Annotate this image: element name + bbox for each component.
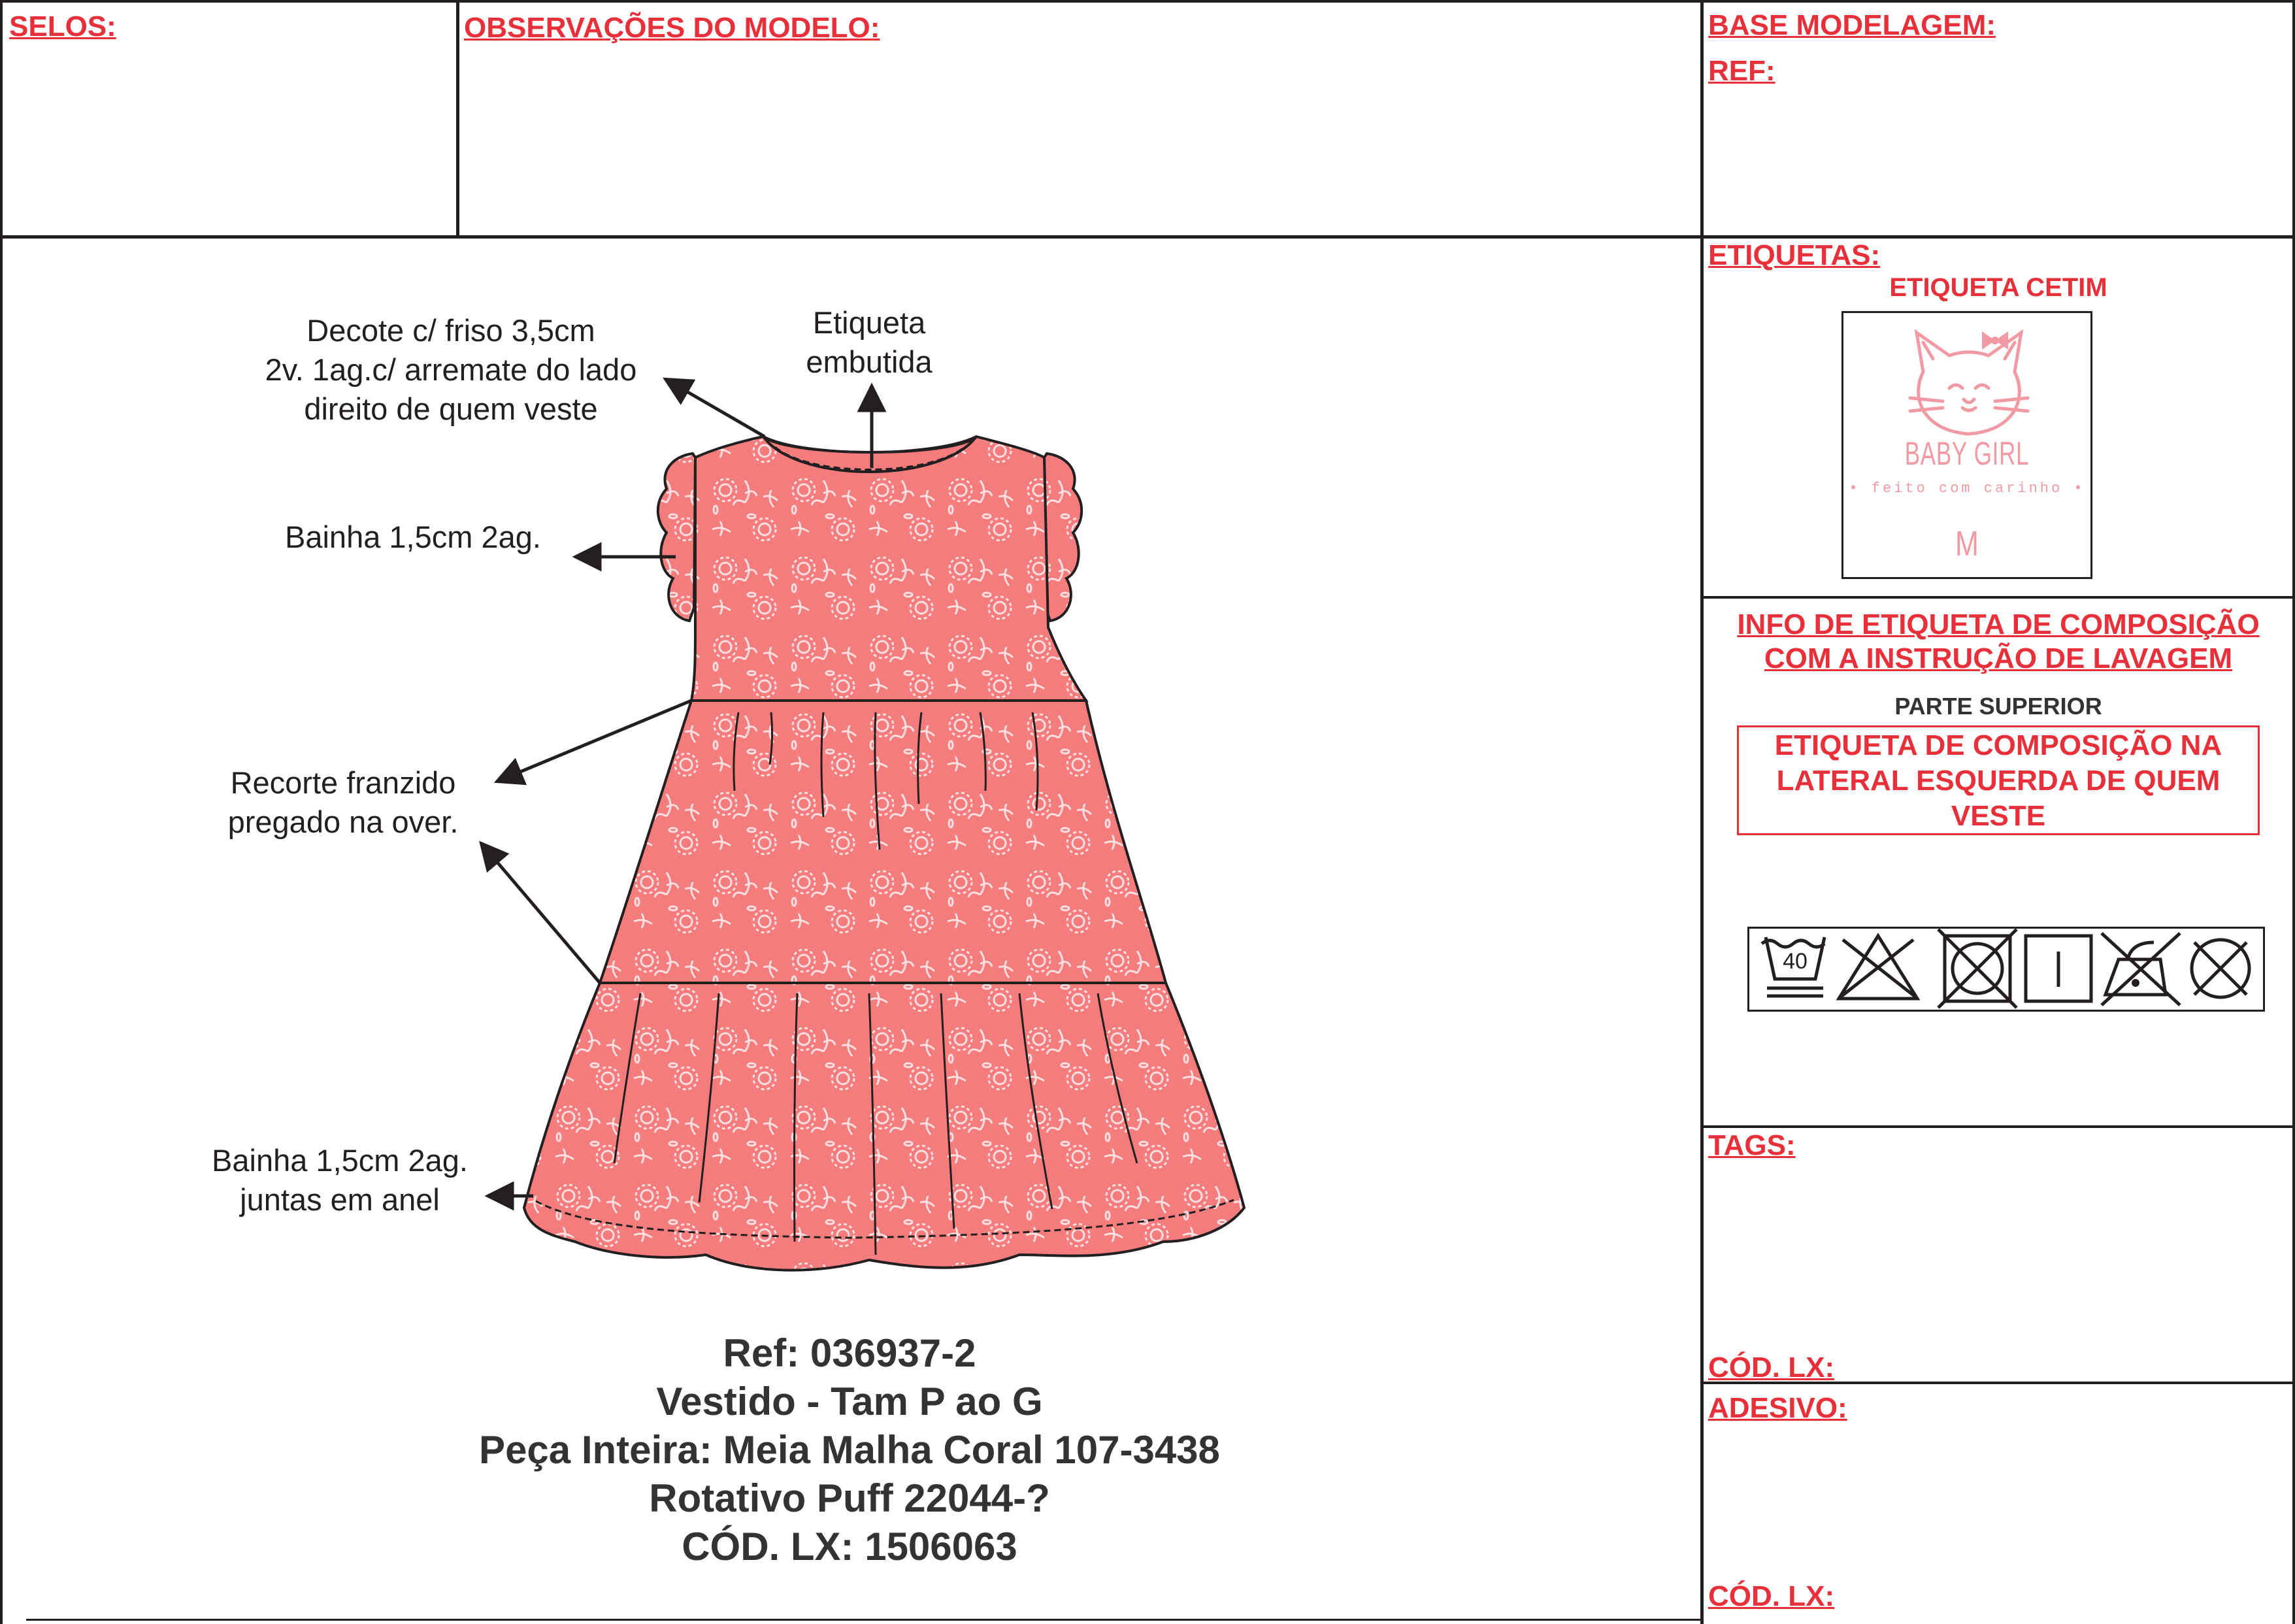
- tags-label: TAGS:: [1708, 1129, 1796, 1161]
- composition-title-line-2: COM A INSTRUÇÃO DE LAVAGEM: [1764, 642, 2233, 674]
- adesivo-cod-label: CÓD. LX:: [1708, 1580, 1835, 1612]
- right-panel-divider-line: [1700, 0, 1704, 1624]
- annotation-decote-line-2: 2v. 1ag.c/ arremate do lado: [265, 352, 637, 387]
- observacoes-label: OBSERVAÇÕES DO MODELO:: [464, 12, 880, 44]
- annotation-bainha-barra-line-1: Bainha 1,5cm 2ag.: [212, 1143, 468, 1178]
- no-dry-clean-icon: [2192, 940, 2249, 997]
- adesivo-label: ADESIVO:: [1708, 1392, 1847, 1424]
- selos-label: SELOS:: [9, 10, 116, 42]
- header-bottom-line: [0, 235, 2295, 239]
- no-tumble-dry-icon: [1938, 929, 2017, 1008]
- composition-note-line-1: ETIQUETA DE COMPOSIÇÃO NA: [1774, 729, 2222, 761]
- product-code: CÓD. LX: 1506063: [682, 1525, 1017, 1568]
- parte-superior-label: PARTE SUPERIOR: [1894, 693, 2102, 720]
- satin-label: [1841, 311, 2092, 579]
- satin-label-size: M: [1955, 524, 1979, 563]
- product-ref: Ref: 036937-2: [723, 1331, 976, 1375]
- annotation-bainha-manga: Bainha 1,5cm 2ag.: [285, 520, 541, 554]
- annotation-decote-line-1: Decote c/ friso 3,5cm: [306, 313, 595, 348]
- composition-title: [1702, 608, 2295, 676]
- ref-label: REF:: [1708, 55, 1775, 87]
- care-symbols: [1747, 927, 2265, 1012]
- annotation-decote-line-3: direito de quem veste: [304, 391, 598, 426]
- dress-illustration: [0, 261, 1699, 1307]
- composition-note-line-3: VESTE: [1951, 800, 2046, 832]
- etiquetas-label: ETIQUETAS:: [1708, 239, 1881, 271]
- tags-cod-label: CÓD. LX:: [1708, 1351, 1835, 1384]
- composition-note-line-2: LATERAL ESQUERDA DE QUEM: [1776, 765, 2221, 797]
- annotation-etiqueta-line-1: Etiqueta: [812, 305, 926, 340]
- frame-top-line: [0, 0, 2295, 3]
- composition-bottom-line: [1702, 1125, 2295, 1128]
- product-material: Peça Inteira: Meia Malha Coral 107-3438: [479, 1428, 1220, 1472]
- wash-temperature-text: 40: [1783, 949, 1808, 974]
- annotation-bainha-barra-line-2: juntas em anel: [240, 1182, 440, 1217]
- dress-middle-tier: [600, 701, 1166, 983]
- base-modelagem-label: BASE MODELAGEM:: [1708, 9, 1996, 41]
- iron-low-no-steam-icon: [2102, 933, 2180, 1005]
- annotation-recorte-line-2: pregado na over.: [227, 804, 459, 839]
- no-bleach-icon: [1839, 936, 1917, 999]
- composition-note: [1737, 728, 2260, 834]
- right-sleeve-ruffle: [1044, 454, 1081, 621]
- satin-label-brand: BABY GIRL: [1904, 435, 2030, 472]
- product-print: Rotativo Puff 22044-?: [649, 1476, 1050, 1520]
- selos-divider-line: [456, 0, 459, 237]
- dress-bodice: [691, 437, 1086, 701]
- product-name: Vestido - Tam P ao G: [656, 1380, 1043, 1423]
- left-sleeve-ruffle: [658, 454, 695, 621]
- composition-title-line-1: INFO DE ETIQUETA DE COMPOSIÇÃO: [1737, 608, 2260, 640]
- etiqueta-cetim-label: ETIQUETA CETIM: [1889, 273, 2107, 302]
- kitten-face-icon: [1897, 320, 2041, 444]
- annotation-recorte-line-1: Recorte franzido: [230, 765, 456, 800]
- annotation-etiqueta-line-2: embutida: [806, 344, 933, 379]
- frame-bottom-line: [26, 1619, 1702, 1621]
- etiquetas-bottom-line: [1702, 596, 2295, 599]
- frame-right-line: [2292, 0, 2295, 1624]
- line-dry-icon: [2026, 936, 2091, 1001]
- satin-label-tagline: • feito com carinho •: [1849, 480, 2085, 497]
